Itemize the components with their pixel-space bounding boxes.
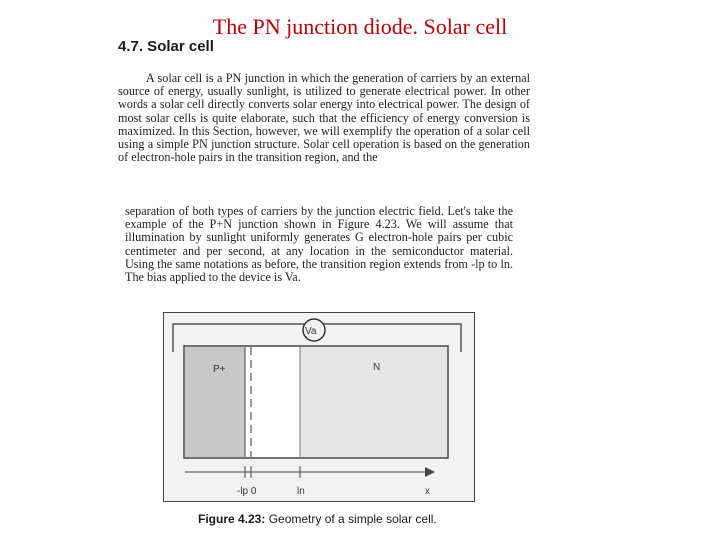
x-axis-arrow-icon [425, 467, 435, 477]
paragraph-continuation: separation of both types of carriers by the junction electric field. Let's take the example of the P+N junction shown in Figure 4.23. We will assume that illumination by sunlight uniformly generates G electron-hole pairs per cubic centimeter and per second, at any location in the semiconductor material. Using the same notations as before, the transition region extends from -lp to ln. The bias applied to the device is Va. [125, 204, 513, 285]
solar-cell-diagram [163, 312, 475, 504]
n-region-label: N [373, 362, 381, 373]
paragraph-intro: A solar cell is a PN junction in which the generation of carriers by an external source of energy, usually sunlight, is utilized to generate electrical power. In other words a solar cell directly converts solar energy into electrical power. The design of most solar cells is quite elaborate, such that the efficiency of energy conversion is maximized. In this Section, however, we will exemplify the operation of a solar cell using a simple PN junction structure. Solar cell operation is based on the generation of electron-hole pairs in the transition region, and the [118, 71, 530, 165]
tick-label-right: ln [297, 486, 305, 497]
p-region-label: P+ [213, 364, 226, 375]
figure-caption [198, 512, 437, 526]
caption-text: Geometry of a simple solar cell. [265, 512, 437, 526]
caption-number: Figure 4.23: [198, 512, 266, 526]
axis-label-x: x [425, 486, 430, 497]
depletion-region [245, 347, 300, 457]
tick-label-left: -lp 0 [237, 486, 257, 497]
slide-title: The PN junction diode. Solar cell [212, 14, 508, 39]
section-heading: 4.7. Solar cell [118, 38, 214, 55]
voltage-label: Va [305, 326, 317, 337]
